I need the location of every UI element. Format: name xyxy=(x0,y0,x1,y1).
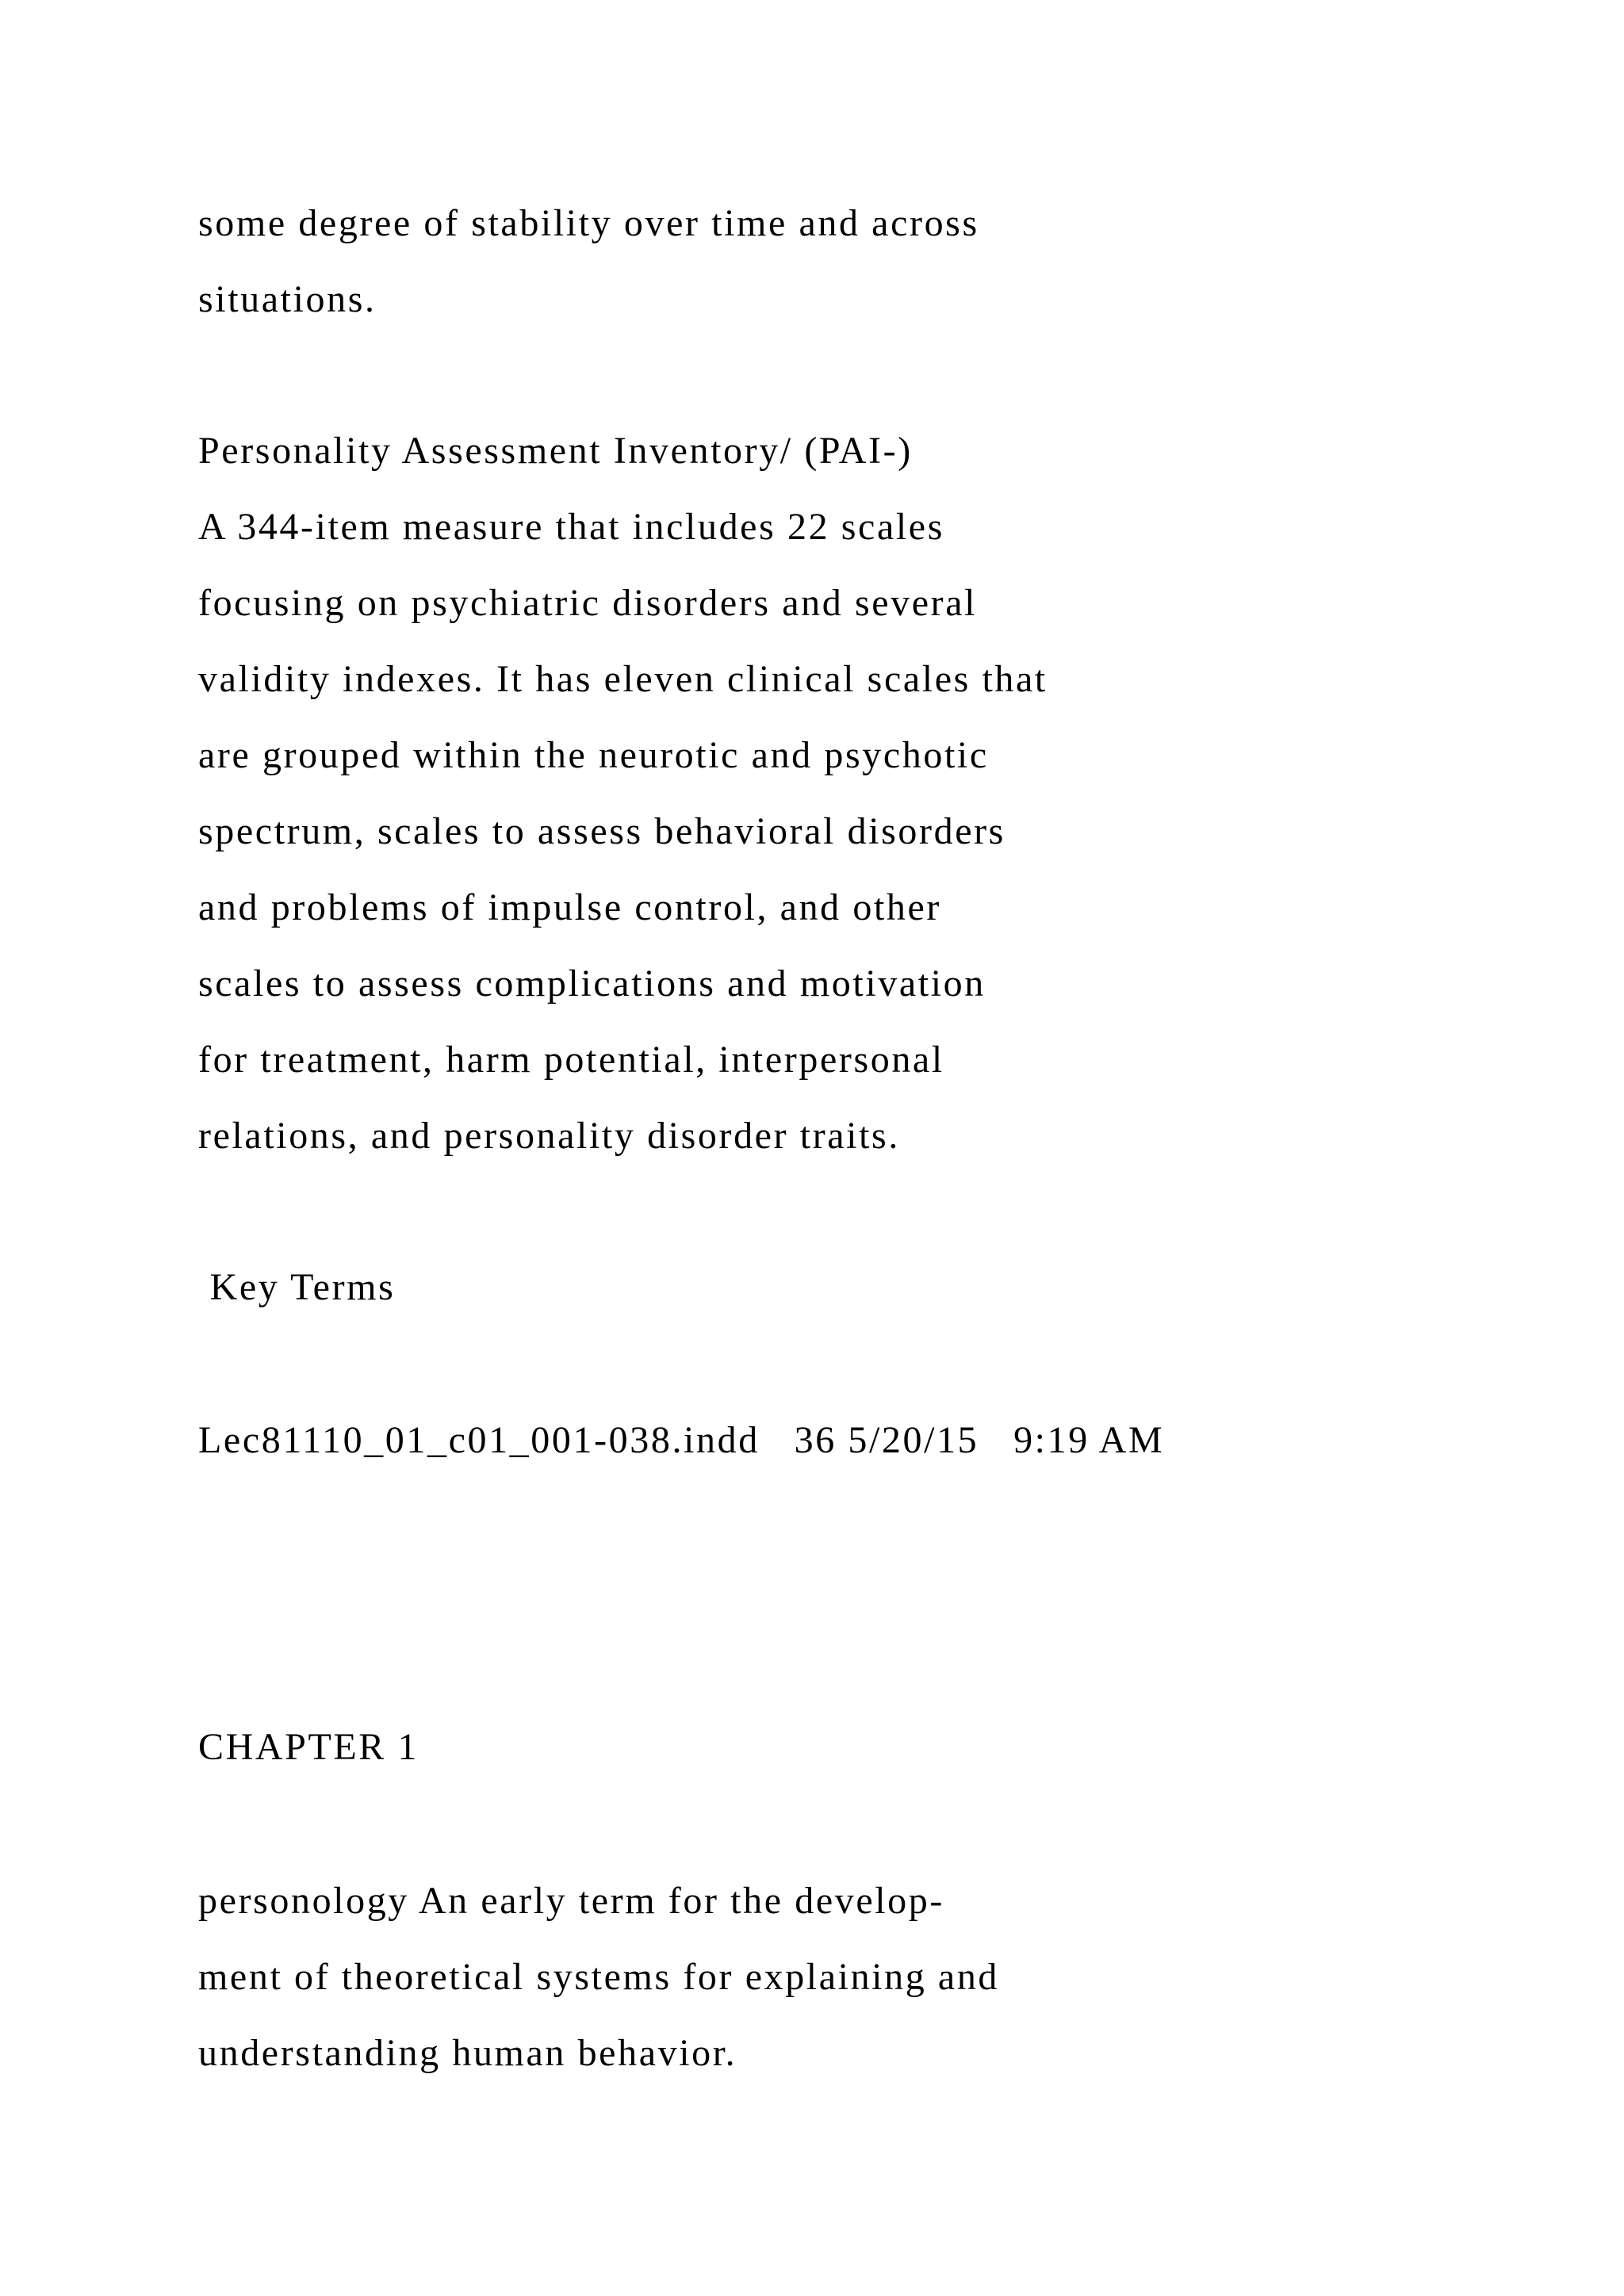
text-line: validity indexes. It has eleven clinical scales that xyxy=(198,658,1048,700)
text-line: scales to assess complications and motivation xyxy=(198,962,986,1004)
text-line: understanding human behavior. xyxy=(198,2032,737,2074)
text-line: ment of theoretical systems for explaining and xyxy=(198,1956,1000,1998)
text-line: some degree of stability over time and across xyxy=(198,202,979,244)
chapter-heading: CHAPTER 1 xyxy=(198,1726,419,1768)
text-line: personology An early term for the develop- xyxy=(198,1880,944,1922)
section-label: Key Terms xyxy=(198,1266,396,1308)
text-line: spectrum, scales to assess behavioral disorders xyxy=(198,810,1005,852)
file-footer: Lec81110_01_c01_001-038.indd 36 5/20/15 9:19 AM xyxy=(198,1419,1165,1461)
text-line: A 344-item measure that includes 22 scales xyxy=(198,506,944,548)
text-line: for treatment, harm potential, interpersonal xyxy=(198,1039,944,1081)
text-line: situations. xyxy=(198,278,377,320)
term-heading: Personality Assessment Inventory/ (PAI-) xyxy=(198,430,913,472)
text-line: are grouped within the neurotic and psychotic xyxy=(198,734,989,776)
text-line: and problems of impulse control, and other xyxy=(198,886,942,928)
text-line: focusing on psychiatric disorders and several xyxy=(198,582,978,624)
text-line: relations, and personality disorder traits. xyxy=(198,1115,900,1157)
